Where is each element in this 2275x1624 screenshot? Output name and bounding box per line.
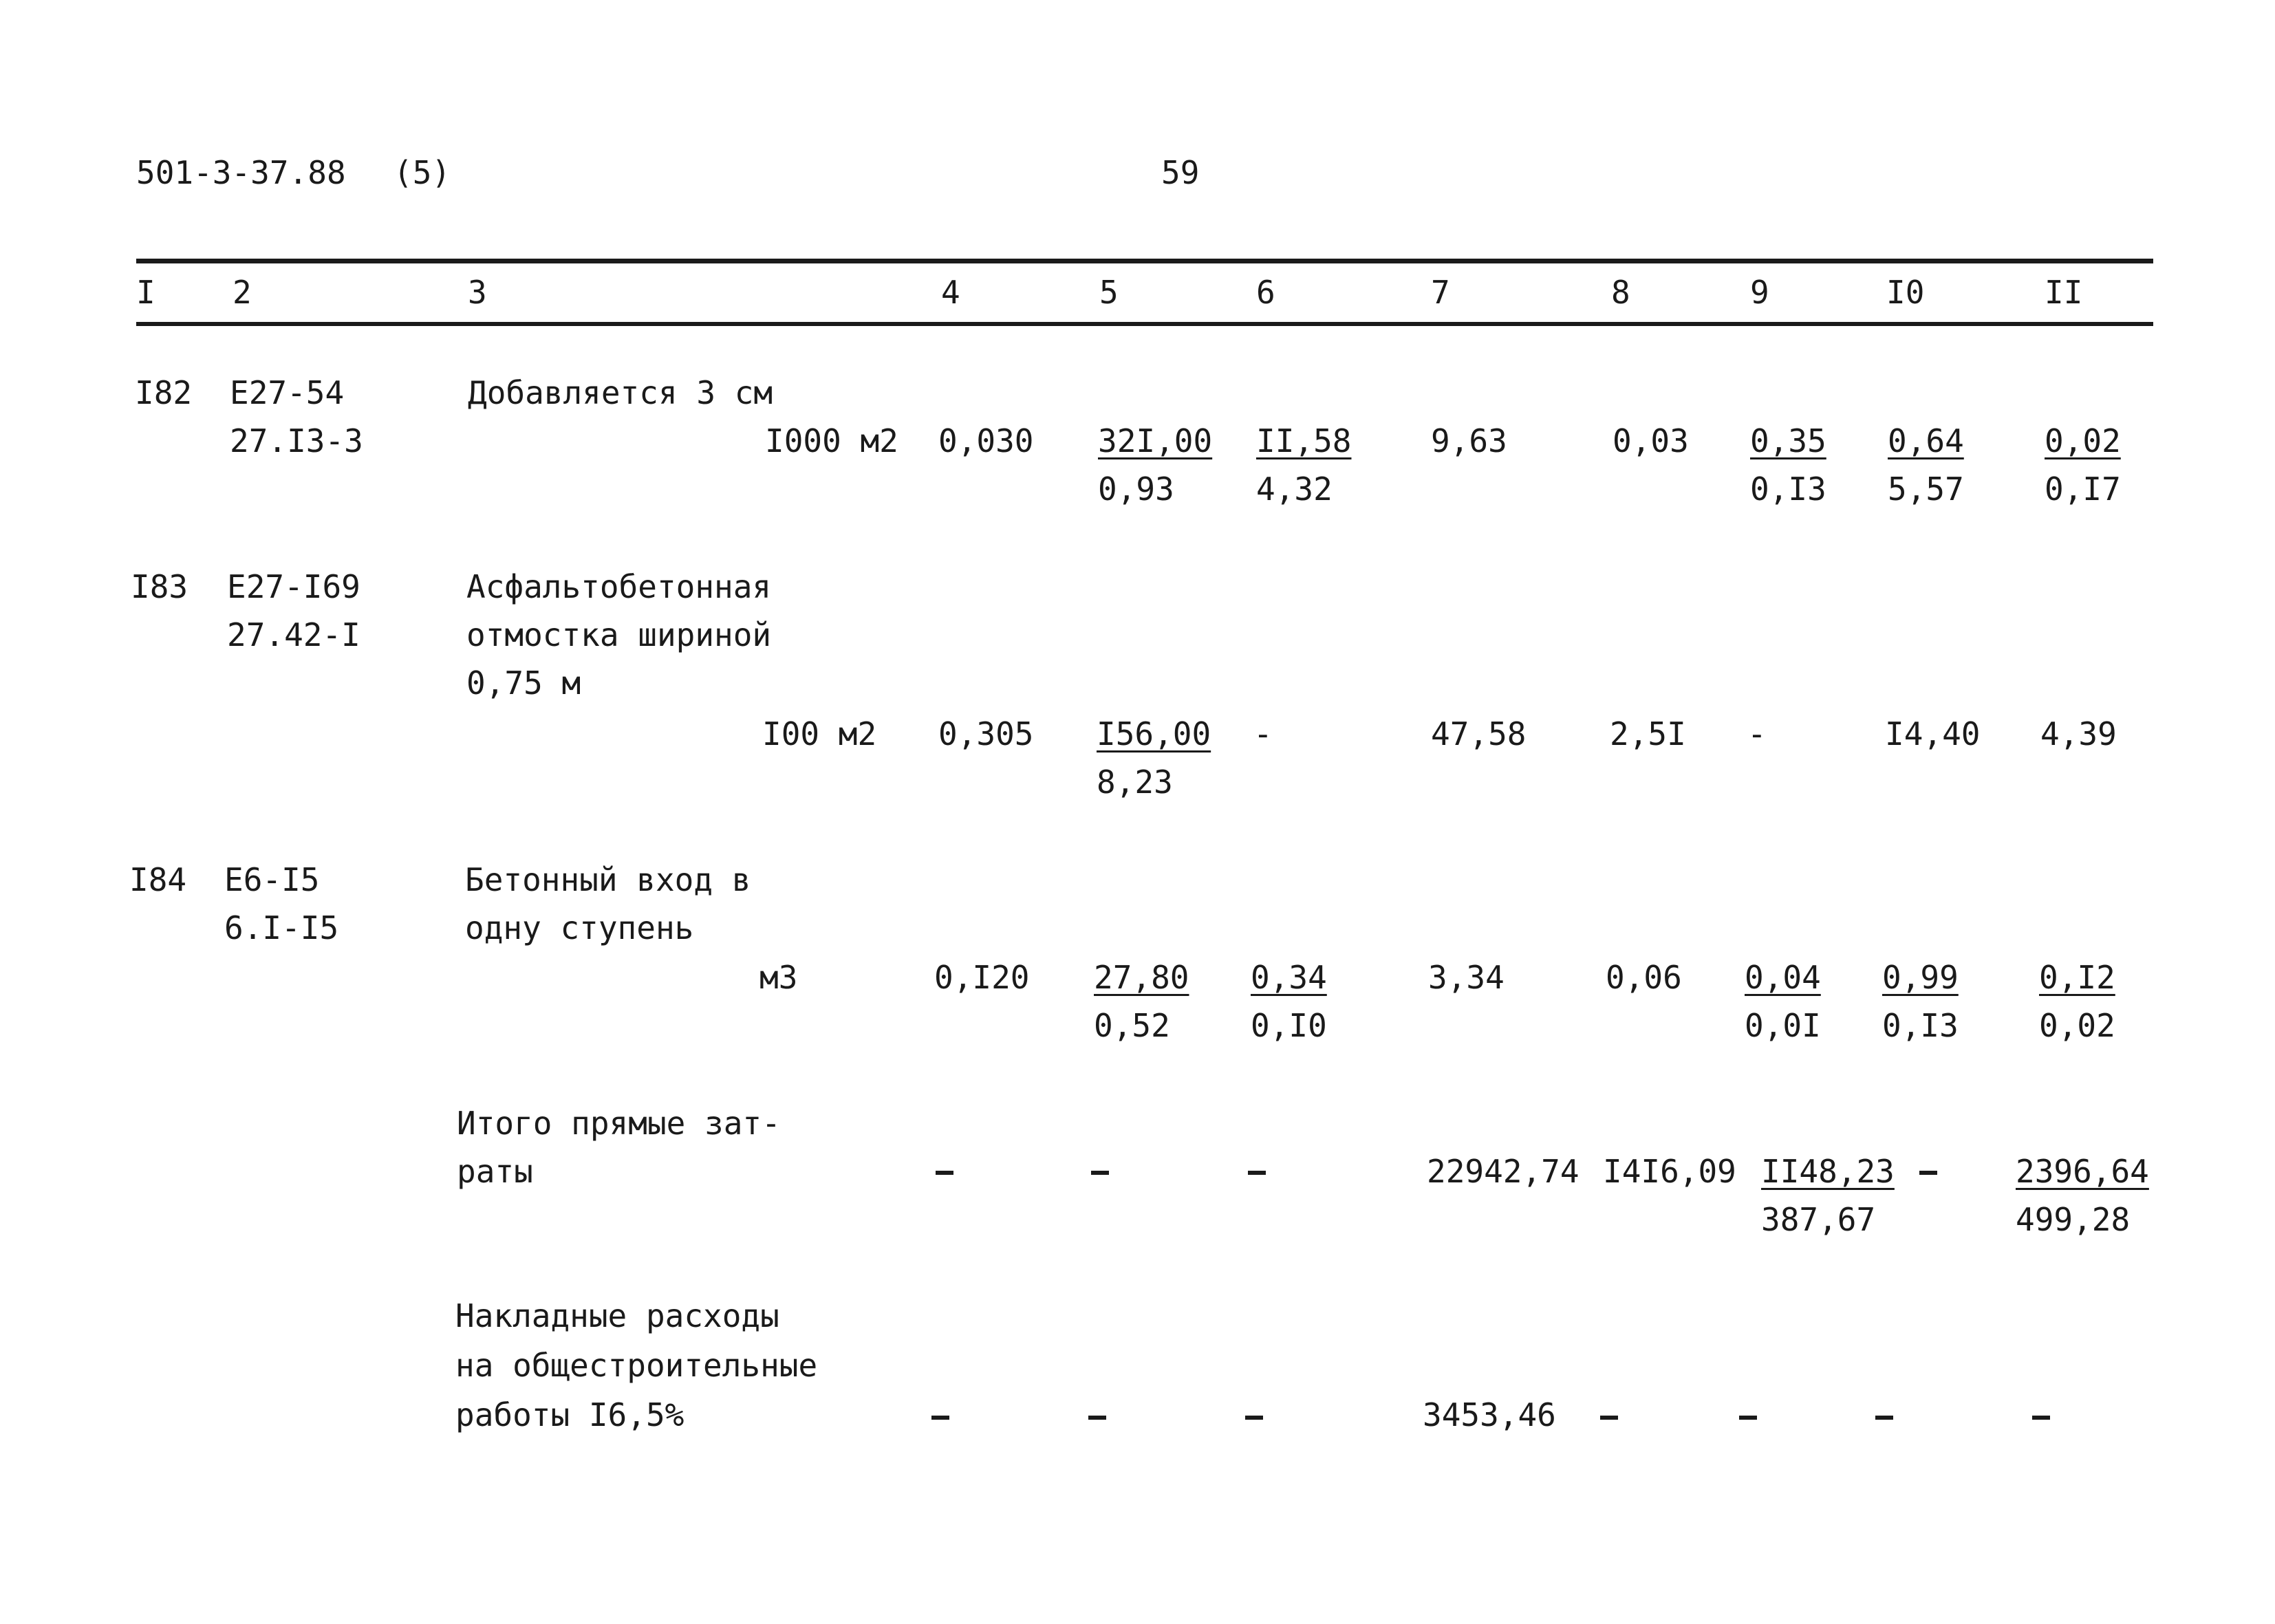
empty-cell-dash [931,1416,949,1420]
overhead-label-line: на общестроительные [455,1347,818,1384]
column-header: 5 [1099,274,1119,311]
cell-10-bottom: 0,I3 [1882,1007,1959,1044]
work-description-line: Бетонный вход в [465,861,751,898]
cell-8: 0,06 [1606,959,1682,996]
cell-9-top: 0,35 [1750,422,1826,459]
cell-10-bottom: 5,57 [1888,470,1964,508]
quantity: 0,030 [938,422,1034,459]
work-description-line: 0,75 м [466,664,581,702]
cell-11-bottom: 0,02 [2039,1007,2115,1044]
document-code: 501-3-37.88 [136,154,346,191]
column-header: 4 [941,274,960,311]
unit: I00 м2 [762,715,877,753]
overhead-label-line: работы I6,5% [455,1396,684,1433]
total-cell-9-top: II48,23 [1761,1153,1895,1190]
cell-11: 4,39 [2040,715,2117,753]
cell-7: 3,34 [1428,959,1505,996]
empty-cell-dash [1875,1416,1893,1420]
cell-11-top: 0,02 [2045,422,2121,459]
norm-code: E27-54 [230,374,345,411]
quantity: 0,I20 [934,959,1030,996]
total-cell-11-bottom: 499,28 [2016,1201,2131,1238]
column-header: II [2045,274,2083,311]
cell-11-top: 0,I2 [2039,959,2115,996]
total-cell-11-top: 2396,64 [2016,1153,2149,1190]
cell-6: - [1253,715,1273,753]
column-header: 6 [1256,274,1275,311]
overhead-label-line: Накладные расходы [455,1297,779,1334]
empty-cell-dash [1739,1416,1757,1420]
cell-10: I4,40 [1885,715,1981,753]
norm-code: E27-I69 [227,568,360,605]
cell-5-top: I56,00 [1097,715,1211,753]
document-part: (5) [393,154,451,191]
row-number: I84 [129,861,187,898]
unit: I000 м2 [765,422,898,459]
cell-9-top: 0,04 [1745,959,1821,996]
quantity: 0,305 [938,715,1034,753]
total-cell-8: I4I6,09 [1603,1153,1736,1190]
cell-6-top: 0,34 [1251,959,1327,996]
cell-10-top: 0,64 [1888,422,1964,459]
total-cell-9-bottom: 387,67 [1761,1201,1876,1238]
cell-5-top: 27,80 [1094,959,1189,996]
column-header: 8 [1611,274,1630,311]
column-header: I [136,274,155,311]
cell-8: 0,03 [1613,422,1689,459]
row-number: I83 [131,568,188,605]
norm-subcode: 27.42-I [227,616,360,653]
work-description-line: отмостка шириной [466,616,772,653]
table-top-rule [136,259,2153,263]
cell-5-bottom: 0,93 [1098,470,1174,508]
cell-9-bottom: 0,I3 [1750,470,1826,508]
unit: м3 [759,959,798,996]
cell-9: - [1747,715,1767,753]
total-label-line: Итого прямые зат- [457,1105,781,1142]
column-header: 7 [1431,274,1450,311]
empty-cell-dash [1919,1171,1937,1175]
cell-5-top: 32I,00 [1098,422,1213,459]
cell-6-top: II,58 [1256,422,1352,459]
cell-11-bottom: 0,I7 [2045,470,2121,508]
cell-8: 2,5I [1610,715,1686,753]
total-cell-7: 22942,74 [1427,1153,1579,1190]
work-description-line: Добавляется 3 см [468,374,773,411]
empty-cell-dash [1248,1171,1266,1175]
work-description-line: Асфальтобетонная [466,568,772,605]
empty-cell-dash [2032,1416,2050,1420]
empty-cell-dash [1091,1171,1109,1175]
overhead-cell-7: 3453,46 [1423,1396,1556,1433]
cell-10-top: 0,99 [1882,959,1959,996]
cell-7: 9,63 [1431,422,1507,459]
column-header: 9 [1750,274,1769,311]
page-number: 59 [1161,154,1200,191]
empty-cell-dash [1088,1416,1106,1420]
column-header: 2 [233,274,252,311]
column-header: 3 [468,274,487,311]
cell-9-bottom: 0,0I [1745,1007,1821,1044]
cell-6-bottom: 0,I0 [1251,1007,1327,1044]
empty-cell-dash [1600,1416,1618,1420]
total-label-line: раты [457,1153,533,1190]
table-header-rule [136,322,2153,326]
cell-5-bottom: 8,23 [1097,764,1173,801]
work-description-line: одну ступень [465,909,694,946]
norm-code: E6-I5 [224,861,320,898]
cell-5-bottom: 0,52 [1094,1007,1170,1044]
row-number: I82 [135,374,193,411]
empty-cell-dash [1245,1416,1263,1420]
empty-cell-dash [936,1171,953,1175]
norm-subcode: 27.I3-3 [230,422,363,459]
column-header: I0 [1886,274,1925,311]
cell-6-bottom: 4,32 [1256,470,1333,508]
cell-7: 47,58 [1431,715,1527,753]
norm-subcode: 6.I-I5 [224,909,339,946]
